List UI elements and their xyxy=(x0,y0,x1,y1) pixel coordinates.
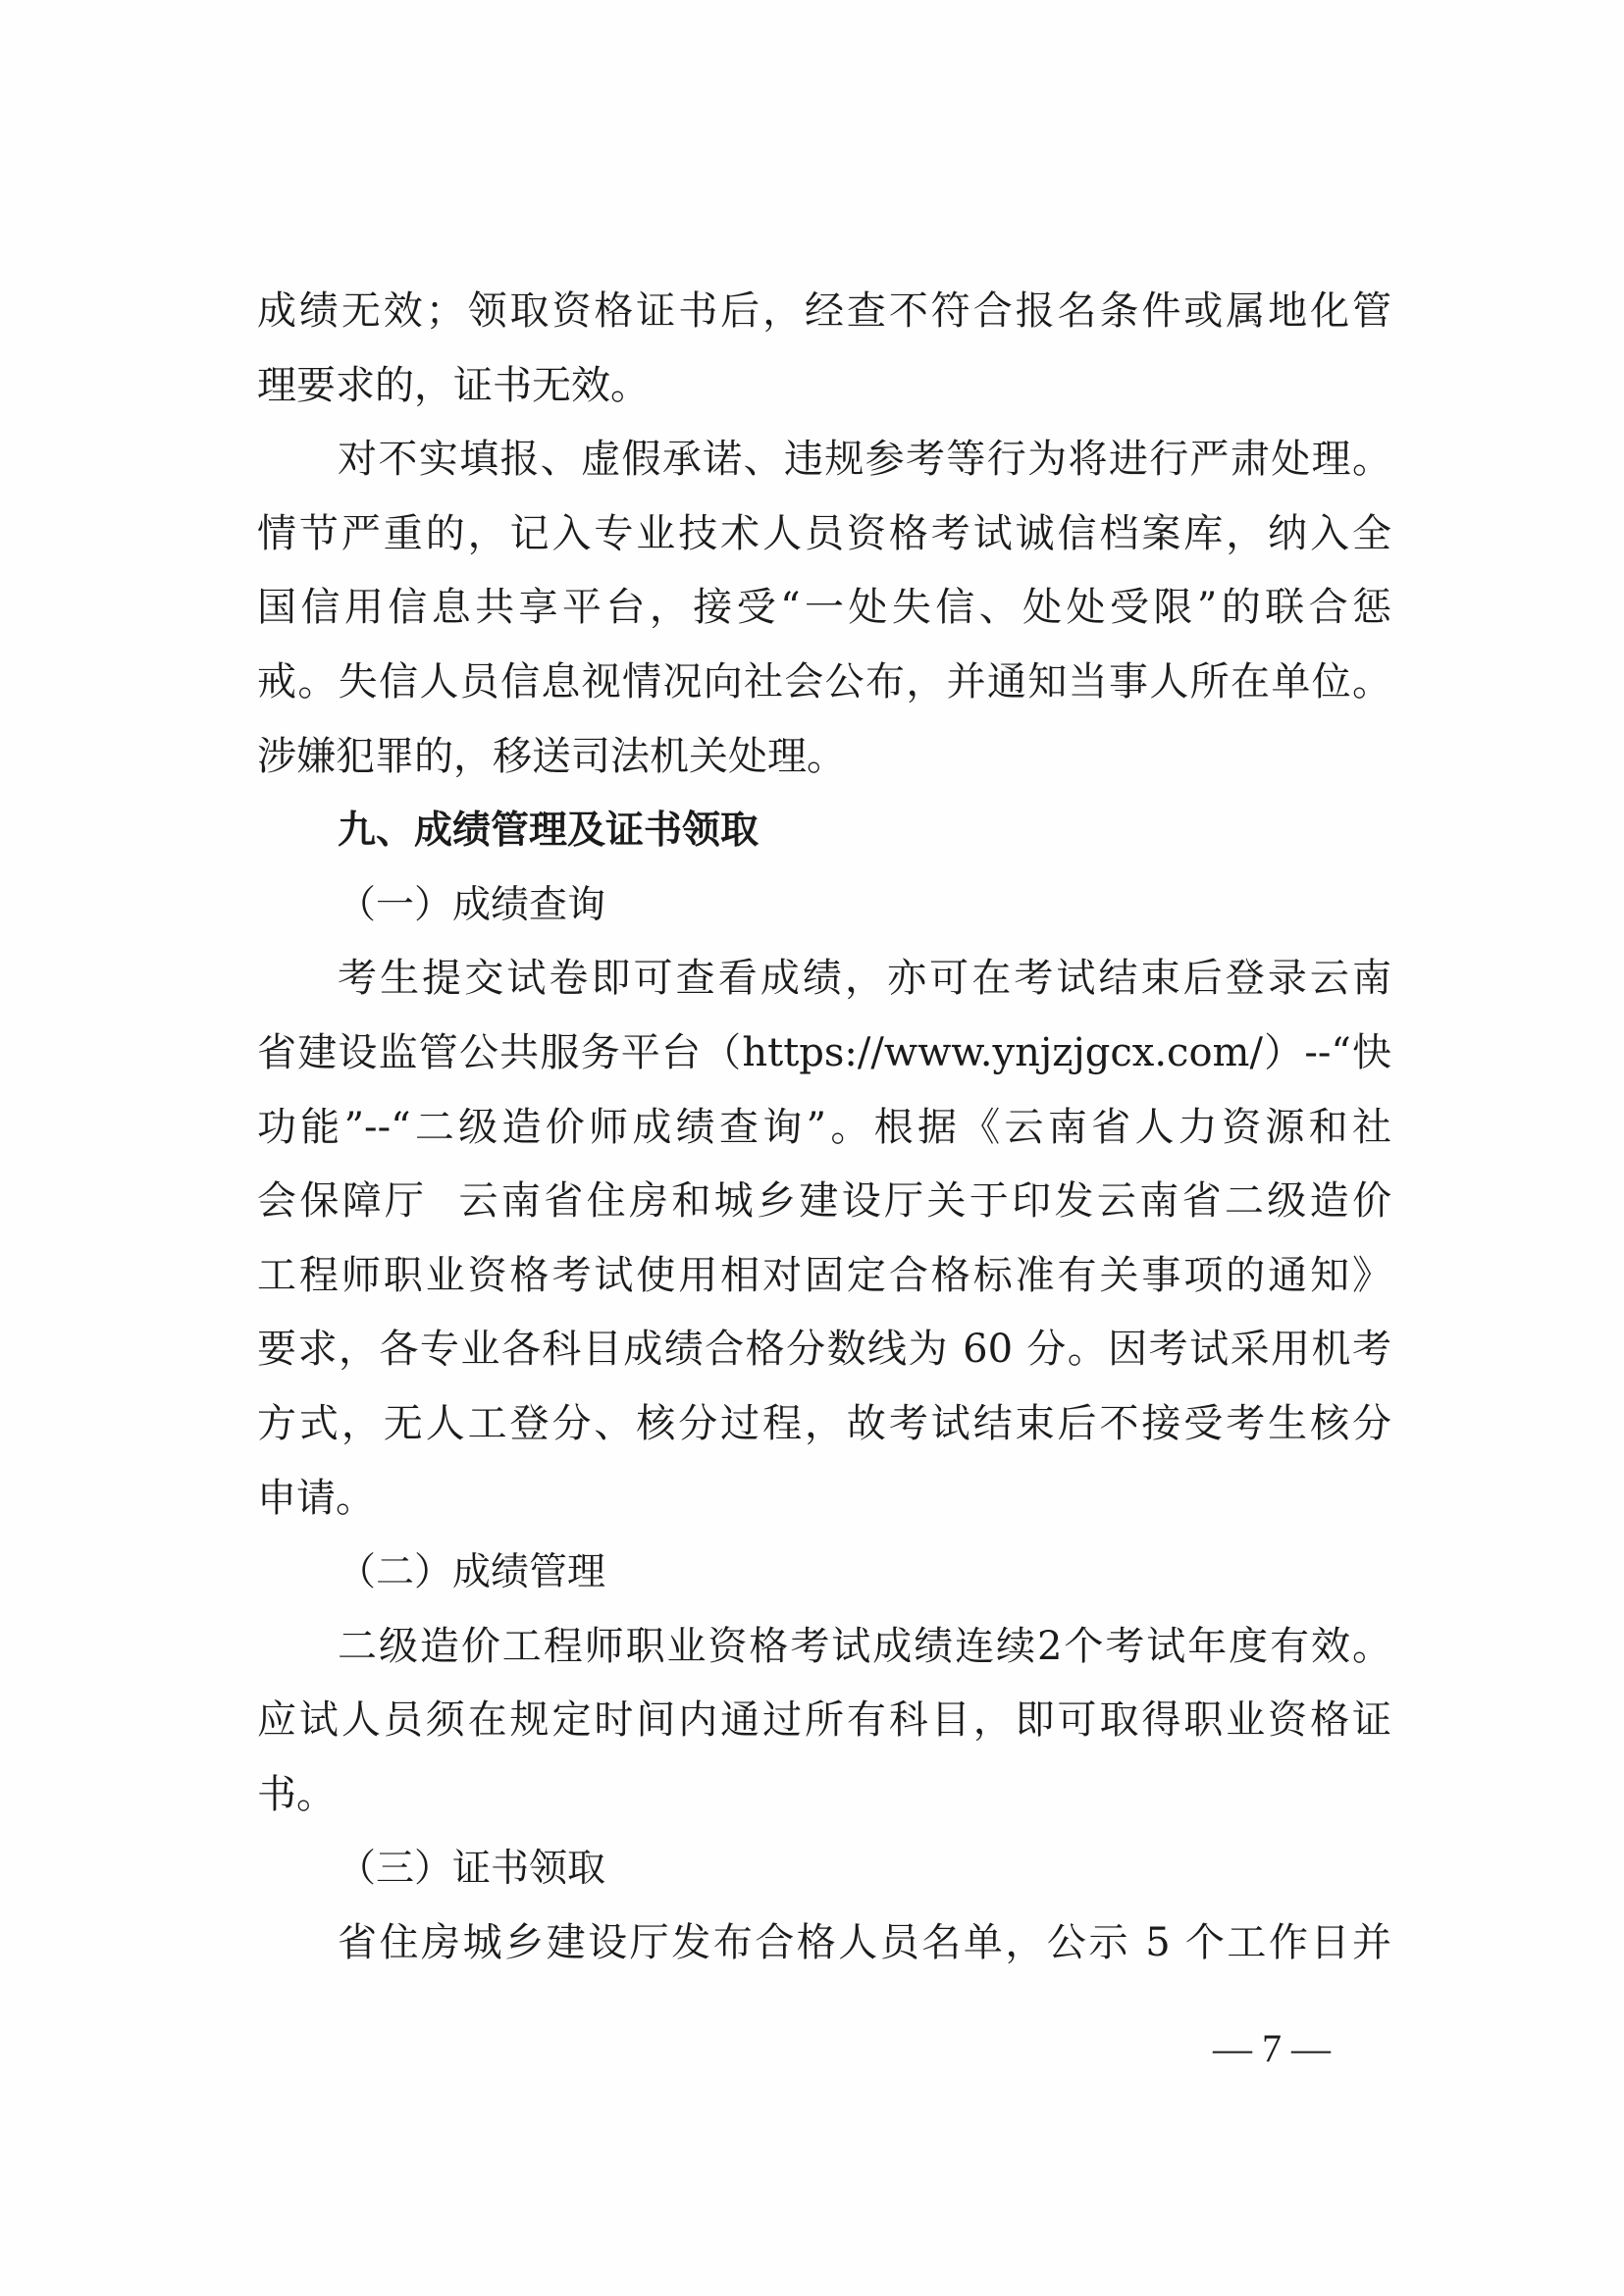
subsection-title: （二）成绩管理 xyxy=(338,1550,606,1595)
section-heading: 九、成绩管理及证书领取 xyxy=(338,809,760,854)
paragraph-line: 应试人员须在规定时间内通过所有科目，即可取得职业资格证 xyxy=(257,1697,1391,1744)
paragraph-line: 国信用信息共享平台，接受“一处失信、处处受限”的联合惩 xyxy=(257,585,1391,631)
paragraph-line: 省建设监管公共服务平台（https://www.ynjzjgcx.com/）--“快 xyxy=(257,1029,1391,1075)
paragraph-line: 考生提交试卷即可查看成绩，亦可在考试结束后登录云南 xyxy=(338,956,1391,1002)
document-body xyxy=(257,275,1391,1981)
paragraph-line: 功能”--“二级造价师成绩查询”。根据《云南省人力资源和社 xyxy=(257,1104,1391,1150)
page-number: — 7 — xyxy=(1213,2026,1331,2070)
paragraph-line: 工程师职业资格考试使用相对固定合格标准有关事项的通知》 xyxy=(257,1252,1391,1298)
paragraph-line: 方式，无人工登分、核分过程，故考试结束后不接受考生核分 xyxy=(257,1400,1391,1446)
subsection-title: （一）成绩查询 xyxy=(338,882,606,927)
paragraph-line: 情节严重的，记入专业技术人员资格考试诚信档案库，纳入全 xyxy=(257,510,1391,556)
paragraph-line: 对不实填报、虚假承诺、违规参考等行为将进行严肃处理。 xyxy=(338,437,1391,483)
paragraph-line: 申请。 xyxy=(257,1475,375,1521)
paragraph-line: 会保障厅 云南省住房和城乡建设厅关于印发云南省二级造价 xyxy=(257,1178,1391,1225)
paragraph-line: 书。 xyxy=(257,1771,336,1817)
paragraph-line: 理要求的，证书无效。 xyxy=(257,362,650,408)
subsection-title: （三）证书领取 xyxy=(338,1847,606,1892)
paragraph-line: 要求，各专业各科目成绩合格分数线为 60 分。因考试采用机考 xyxy=(257,1327,1391,1373)
paragraph-line: 涉嫌犯罪的，移送司法机关处理。 xyxy=(257,733,846,779)
paragraph-line: 省住房城乡建设厅发布合格人员名单，公示 5 个工作日并 xyxy=(338,1920,1391,1966)
paragraph-line: 成绩无效；领取资格证书后，经查不符合报名条件或属地化管 xyxy=(257,288,1391,334)
paragraph-line: 二级造价工程师职业资格考试成绩连续2个考试年度有效。 xyxy=(338,1623,1391,1669)
paragraph-line: 戒。失信人员信息视情况向社会公布，并通知当事人所在单位。 xyxy=(257,658,1391,704)
